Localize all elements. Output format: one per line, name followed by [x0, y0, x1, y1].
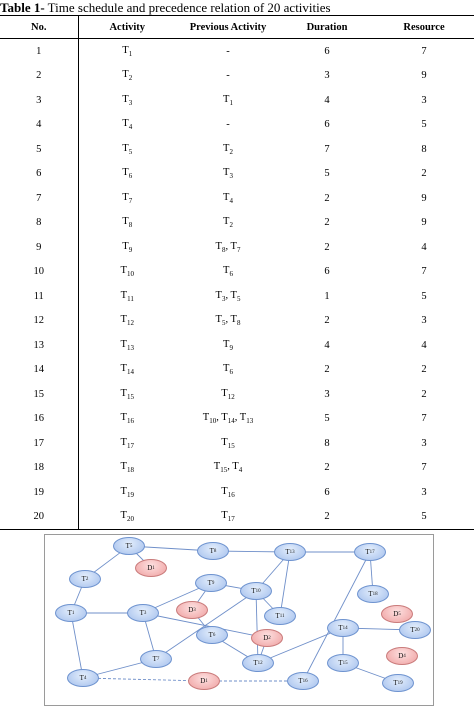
node-t8: T 8 [197, 542, 229, 560]
cell-resource: 9 [421, 70, 427, 82]
cell-resource: 9 [421, 217, 427, 229]
cell-previous: $T_{15}$, $T_4$ [213, 461, 243, 475]
table-row [0, 64, 474, 89]
cell-resource: 3 [421, 486, 427, 498]
node-t16: T 16 [287, 672, 319, 690]
cell-no: 15 [0, 382, 78, 407]
cell-activity: $T_3$ [122, 93, 133, 107]
cell-duration: 6 [324, 119, 330, 131]
cell-previous: $T_2$ [223, 216, 233, 230]
node-t20: T 20 [399, 621, 431, 639]
cell-duration: 2 [280, 505, 374, 530]
table-row [0, 88, 474, 113]
cell-activity: $T_{14}$ [120, 363, 134, 377]
cell-resource: 2 [421, 388, 427, 400]
cell-activity: $T_4$ [122, 118, 133, 132]
cell-resource: 5 [421, 119, 427, 131]
cell-resource: 9 [421, 192, 427, 204]
cell-duration: 3 [324, 388, 330, 400]
cell-resource: 7 [421, 45, 427, 57]
cell-previous: - [226, 70, 230, 82]
cell-no: 3 [0, 88, 78, 113]
cell-no: 18 [0, 456, 78, 481]
table-row [0, 137, 474, 162]
cell-previous: $T_1$ [223, 93, 233, 107]
cell-resource: 4 [421, 241, 427, 253]
cell-previous: $T_2$ [223, 142, 233, 156]
cell-duration: 2 [324, 192, 330, 204]
cell-duration: 1 [324, 290, 330, 302]
cell-no: 1 [0, 39, 78, 64]
cell-activity: $T_{13}$ [120, 338, 134, 352]
table-row [0, 407, 474, 432]
cell-no: 17 [0, 431, 78, 456]
cell-no: 2 [0, 64, 78, 89]
cell-duration: 3 [324, 70, 330, 82]
cell-activity: $T_{19}$ [120, 485, 134, 499]
cell-no: 7 [0, 186, 78, 211]
node-d3: D 3 [176, 601, 208, 619]
header-no: No. [0, 16, 78, 39]
cell-no: 9 [0, 235, 78, 260]
cell-duration: 2 [324, 241, 330, 253]
edge-t10-t12 [256, 591, 258, 663]
node-t13: T 13 [274, 543, 306, 561]
cell-activity: $T_{11}$ [120, 289, 134, 303]
node-t1: T 1 [55, 604, 87, 622]
table-row [0, 39, 474, 64]
cell-previous: $T_8$, $T_7$ [215, 240, 241, 254]
network-diagram [44, 534, 434, 706]
node-t17: T 17 [354, 543, 386, 561]
node-t7: T 7 [140, 650, 172, 668]
cell-activity: $T_{10}$ [120, 265, 134, 279]
cell-resource: 3 [421, 437, 427, 449]
cell-activity: $T_{15}$ [120, 387, 134, 401]
cell-previous: $T_6$ [223, 265, 233, 279]
cell-previous: $T_9$ [223, 338, 233, 352]
cell-previous: $T_3$ [223, 167, 233, 181]
cell-resource: 7 [421, 413, 427, 425]
cell-duration: 8 [324, 437, 330, 449]
cell-previous: - [226, 45, 230, 57]
edge-t4-d1b [83, 678, 204, 681]
cell-previous: $T_6$ [223, 363, 233, 377]
table-caption-label: Table 1- [0, 0, 45, 15]
header-duration: Duration [280, 16, 374, 39]
node-t3: T 3 [127, 604, 159, 622]
cell-resource: 7 [421, 462, 427, 474]
cell-activity: $T_5$ [122, 142, 133, 156]
table-row [0, 235, 474, 260]
cell-no: 12 [0, 309, 78, 334]
cell-duration: 2 [324, 462, 330, 474]
cell-duration: 5 [324, 168, 330, 180]
node-d5: D 5 [381, 605, 413, 623]
node-t12: T 12 [242, 654, 274, 672]
schedule-table [0, 15, 474, 530]
cell-resource: 2 [421, 168, 427, 180]
node-d1a: D 1 [135, 559, 167, 577]
cell-no: 19 [0, 480, 78, 505]
node-d1b: D 1 [188, 672, 220, 690]
cell-previous: $T_{17}$ [176, 505, 280, 530]
table-row [0, 333, 474, 358]
cell-activity: $T_9$ [122, 240, 133, 254]
table-row [0, 162, 474, 187]
cell-no: 11 [0, 284, 78, 309]
node-t19: T 19 [382, 674, 414, 692]
cell-duration: 2 [324, 364, 330, 376]
table-caption-text: Time schedule and precedence relation of 20 activities [44, 0, 331, 15]
table-row [0, 480, 474, 505]
cell-duration: 7 [324, 143, 330, 155]
cell-resource: 5 [374, 505, 474, 530]
cell-resource: 7 [421, 266, 427, 278]
node-t18: T 18 [357, 585, 389, 603]
node-t10: T 10 [240, 582, 272, 600]
cell-resource: 4 [421, 339, 427, 351]
cell-no: 4 [0, 113, 78, 138]
cell-no: 10 [0, 260, 78, 285]
table-row [0, 358, 474, 383]
cell-activity: $T_{18}$ [120, 461, 134, 475]
cell-previous: $T_{15}$ [221, 436, 235, 450]
cell-previous: $T_{10}$, $T_{14}$, $T_{13}$ [202, 412, 254, 426]
cell-duration: 6 [324, 266, 330, 278]
node-t4: T 4 [67, 669, 99, 687]
header-previous-activity: Previous Activity [176, 16, 280, 39]
cell-duration: 4 [324, 94, 330, 106]
cell-activity: $T_2$ [122, 69, 133, 83]
cell-no: 8 [0, 211, 78, 236]
node-t15: T 15 [327, 654, 359, 672]
cell-activity: $T_7$ [122, 191, 133, 205]
cell-resource: 5 [421, 290, 427, 302]
cell-activity: $T_{20}$ [78, 505, 176, 530]
cell-previous: $T_3$, $T_5$ [215, 289, 241, 303]
cell-duration: 4 [324, 339, 330, 351]
cell-previous: $T_4$ [223, 191, 233, 205]
header-activity: Activity [78, 16, 176, 39]
node-d4: D 4 [386, 647, 418, 665]
cell-activity: $T_6$ [122, 167, 133, 181]
table-row [0, 284, 474, 309]
node-t14: T 14 [327, 619, 359, 637]
table-row [0, 113, 474, 138]
cell-no: 16 [0, 407, 78, 432]
node-d2: D 2 [251, 629, 283, 647]
cell-previous: $T_{12}$ [221, 387, 235, 401]
cell-duration: 5 [324, 413, 330, 425]
cell-duration: 6 [324, 45, 330, 57]
cell-activity: $T_{16}$ [120, 412, 134, 426]
cell-activity: $T_{12}$ [120, 314, 134, 328]
table-caption [0, 0, 474, 16]
cell-duration: 2 [324, 217, 330, 229]
node-t9: T 9 [195, 574, 227, 592]
cell-resource: 3 [421, 315, 427, 327]
cell-no: 6 [0, 162, 78, 187]
cell-resource: 8 [421, 143, 427, 155]
table-row [0, 309, 474, 334]
cell-previous: - [226, 119, 230, 131]
header-resource: Resource [374, 16, 474, 39]
cell-activity: $T_{17}$ [120, 436, 134, 450]
cell-resource: 2 [421, 364, 427, 376]
table-row [0, 505, 474, 530]
node-t2: T 2 [69, 570, 101, 588]
cell-no: 13 [0, 333, 78, 358]
node-t6: T 6 [196, 626, 228, 644]
table-row [0, 431, 474, 456]
cell-duration: 2 [324, 315, 330, 327]
cell-resource: 3 [421, 94, 427, 106]
node-t5: T 5 [113, 537, 145, 555]
table-body [0, 39, 474, 530]
cell-no: 14 [0, 358, 78, 383]
cell-activity: $T_1$ [122, 44, 133, 58]
table-row [0, 382, 474, 407]
node-t11: T 11 [264, 607, 296, 625]
cell-no: 20 [0, 505, 78, 530]
cell-no: 5 [0, 137, 78, 162]
table-row [0, 260, 474, 285]
table-row [0, 186, 474, 211]
cell-duration: 6 [324, 486, 330, 498]
table-row [0, 211, 474, 236]
cell-activity: $T_8$ [122, 216, 133, 230]
edge-t7-t10 [156, 591, 256, 659]
network-edges [45, 535, 435, 707]
cell-previous: $T_5$, $T_8$ [215, 314, 241, 328]
table-header-row [0, 16, 474, 39]
table-row [0, 456, 474, 481]
cell-previous: $T_{16}$ [221, 485, 235, 499]
